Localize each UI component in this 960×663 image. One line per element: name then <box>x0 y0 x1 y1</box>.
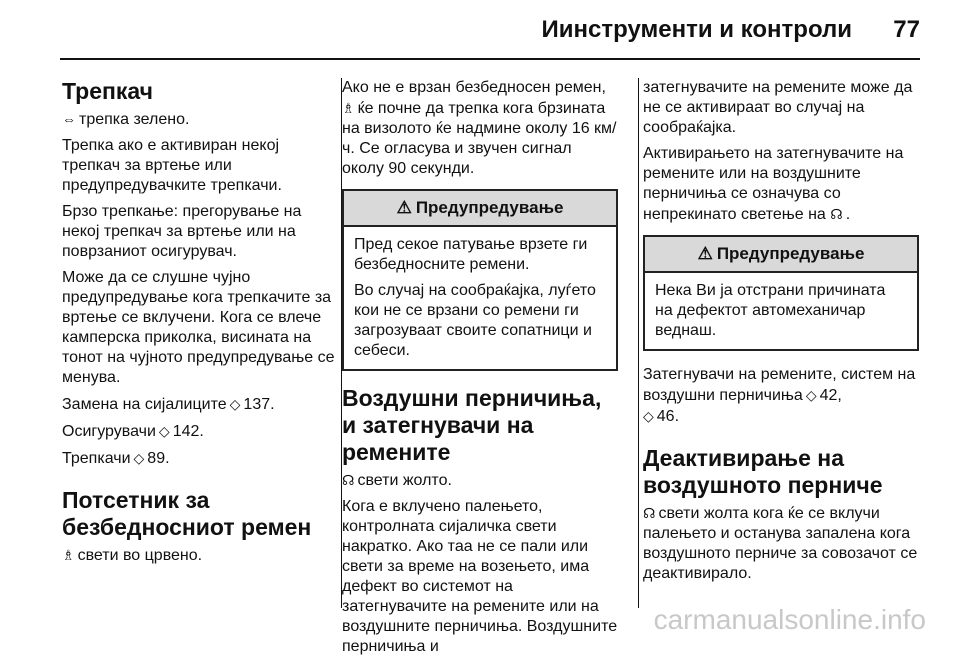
airbag-off-icon: ☊ <box>643 505 656 521</box>
warning-body: Пред секое патување врзете ги безбедносните ремени. Во случај на сообраќајка, луѓето кои не се врзани со ремени ги загрозуваат своите сопатници и себеси. <box>354 236 596 359</box>
warning-header: ⚠ Предупредување <box>344 191 616 227</box>
airbag-icon: ☊ <box>342 472 355 488</box>
column-3 <box>643 78 919 590</box>
heading-turn-signal: Трепкач <box>62 78 153 104</box>
warning-header: ⚠ Предупредување <box>645 237 917 273</box>
watermark: carmanualsonline.info <box>653 604 926 635</box>
paragraph: Активирањето на затегнувачите на ремените или на воздушните перничиња се означува со непрекинато светење на ☊ . <box>643 145 904 223</box>
xref-icon: ◇ <box>229 396 241 412</box>
xref-icon: ◇ <box>133 450 145 466</box>
page-number: 77 <box>893 16 920 43</box>
paragraph: Кога е вклучено палењето, контролната сијаличка свети накратко. Ако таа не се пали или свети за време на возењето, има дефект во системот на затегнувачите на ремените или на воздушните перничиња. Воздушните перничиња и <box>342 498 618 655</box>
heading-airbag-deactivation: Деактивирање на воздушното перниче <box>643 445 883 498</box>
seatbelt-icon: ♗ <box>62 547 75 563</box>
header-rule <box>60 58 920 60</box>
paragraph: затегнувачите на ремените може да не се активираат во случај на сообраќајка. <box>643 79 913 136</box>
airbag-icon: ☊ <box>830 206 843 222</box>
column-2 <box>342 78 618 663</box>
seatbelt-icon: ♗ <box>342 100 355 116</box>
paragraph: ☊ свети жолта кога ќе се вклучи палењето и останува запалена кога воздушното перниче за совозачот се деактивирало. <box>643 505 918 582</box>
xref-icon: ◇ <box>158 423 170 439</box>
paragraph: ☊ свети жолто. <box>342 472 452 489</box>
paragraph: ♗ свети во црвено. <box>62 547 203 564</box>
column-divider-2 <box>638 78 639 608</box>
warning-box <box>643 235 919 351</box>
warning-body: Нека Ви ја отстрани причината на дефектот автомеханичар веднаш. <box>655 282 886 339</box>
turn-signal-icon: ⇔ <box>62 111 76 127</box>
paragraph: ⇔ трепка зелено. <box>62 111 190 128</box>
heading-seatbelt-reminder: Потсетник за безбедносниот ремен <box>62 487 312 540</box>
cross-reference: Осигурувачи ◇ 142. <box>62 423 204 440</box>
paragraph: Ако не е врзан безбедносен ремен, ♗ ќе почне да трепка кога брзината на визолото ќе надмине околу 16 км/ч. Се огласува и звучен сигнал околу 90 секунди. <box>342 79 617 177</box>
page-header <box>0 0 960 60</box>
paragraph: Трепка ако е активиран некој трепкач за вртење или предупредувачките трепкачи. <box>62 137 282 194</box>
paragraph: Може да се слушне чујно предупредување кога трепкачите за вртење се вклучени. Кога се влече камперска приколка, висината на тонот на чујното предупредување се менува. <box>62 269 335 386</box>
warning-box <box>342 189 618 371</box>
column-1 <box>62 78 338 572</box>
cross-reference: Затегнувачи на ремените, систем на воздушни перничиња ◇ 42, ◇ 46. <box>643 366 916 425</box>
heading-airbags: Воздушни перничиња, и затегнувачи на ремените <box>342 385 602 465</box>
header-title: Иинструменти и контроли <box>541 16 852 43</box>
xref-icon: ◇ <box>643 408 654 424</box>
paragraph: Брзо трепкање: прегорување на некој трепкач за вртење или на поврзаниот осигурувач. <box>62 203 302 260</box>
cross-reference: Трепкачи ◇ 89. <box>62 450 170 467</box>
xref-icon: ◇ <box>805 387 817 403</box>
warning-icon: ⚠ <box>697 244 713 263</box>
cross-reference: Замена на сијалиците ◇ 137. <box>62 396 275 413</box>
warning-icon: ⚠ <box>396 198 412 217</box>
